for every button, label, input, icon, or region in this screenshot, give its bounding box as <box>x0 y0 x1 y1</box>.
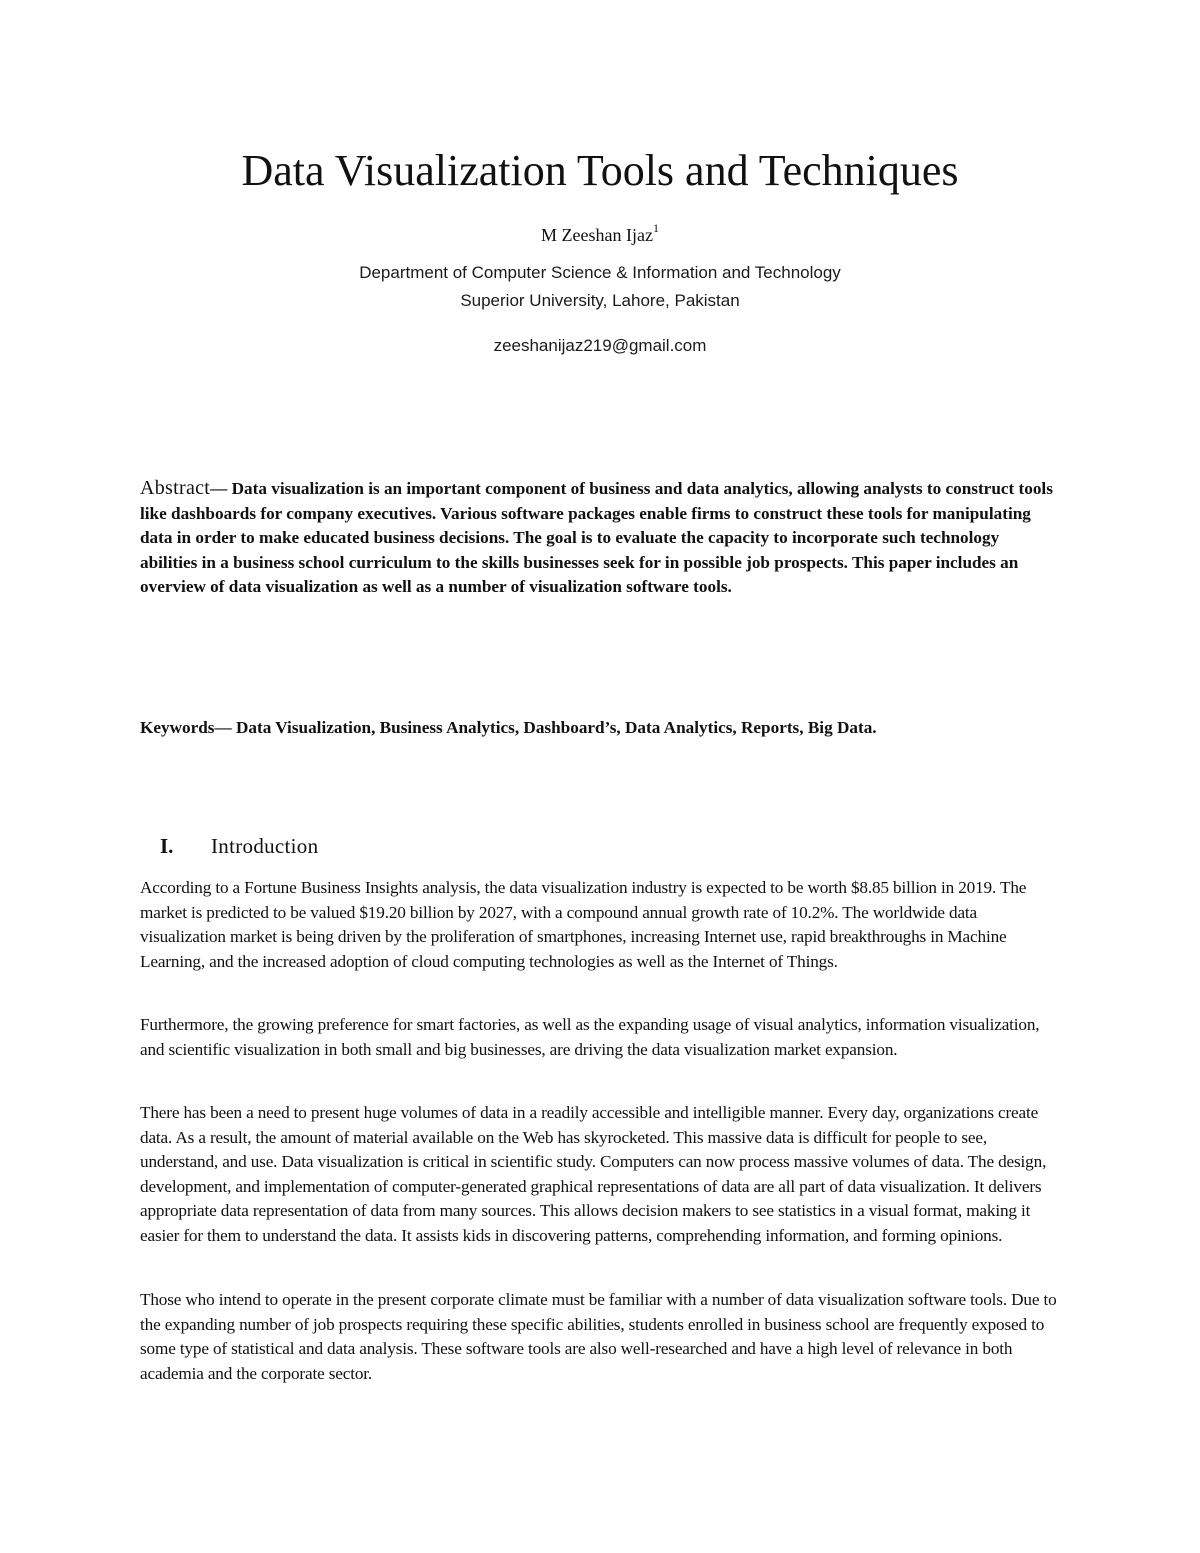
abstract-label: Abstract <box>140 477 211 499</box>
abstract <box>140 476 1060 600</box>
author-line <box>0 218 1200 247</box>
author-affiliation-marker: 1 <box>652 221 659 235</box>
section-number: I. <box>160 834 174 858</box>
abstract-text: Data visualization is an important component of business and data analytics, allowing analysts to construct tools like dashboards for company executives. Various software packages enable firms to construct these tools for manipulating data in order to make educated business decisions. The goal is to evaluate the capacity to incorporate such technology abilities in a business school curriculum to the skills businesses seek for in possible job prospects. This paper includes an overview of data visualization as well as a number of visualization software tools. <box>140 479 1053 597</box>
body-paragraph: Furthermore, the growing preference for smart factories, as well as the expanding usage of visual analytics, information visualization, and scientific visualization in both small and big businesses, are driving the data visualization market expansion. <box>140 1015 1040 1059</box>
section-title: Introduction <box>211 834 319 858</box>
body-paragraph: According to a Fortune Business Insights analysis, the data visualization industry is expected to be worth $8.85 billion in 2019. The market is predicted to be valued $19.20 billion by 2027, with a compound annual growth rate of 10.2%. The worldwide data visualization market is being driven by the proliferation of smartphones, increasing Internet use, rapid breakthroughs in Machine Learning, and the increased adoption of cloud computing technologies as well as the Internet of Things. <box>140 878 1027 971</box>
keywords-text: Data Visualization, Business Analytics, Dashboard’s, Data Analytics, Reports, Big Data. <box>235 718 877 737</box>
affiliation-department: Department of Computer Science & Information and Technology <box>359 263 841 282</box>
keywords-label: Keywords— <box>140 718 236 737</box>
author-name: M Zeeshan Ijaz <box>541 225 653 245</box>
section-heading-introduction <box>160 832 318 860</box>
affiliation-university: Superior University, Lahore, Pakistan <box>460 291 740 310</box>
author-email: zeeshanijaz219@gmail.com <box>493 336 707 355</box>
keywords <box>140 716 1060 740</box>
body-paragraph: There has been a need to present huge volumes of data in a readily accessible and intelligible manner. Every day, organizations create data. As a result, the amount of material available on the Web has skyrocketed. This massive data is difficult for people to see, understand, and use. Data visualization is critical in scientific study. Computers can now process massive volumes of data. The design, development, and implementation of computer-generated graphical representations of data are all part of data visualization. It delivers appropriate data representation of data from many sources. This allows decision makers to see statistics in a visual format, making it easier for them to understand the data. It assists kids in discovering patterns, comprehending information, and forming opinions. <box>140 1103 1047 1245</box>
body-paragraph: Those who intend to operate in the present corporate climate must be familiar with a number of data visualization software tools. Due to the expanding number of job prospects requiring these specific abilities, students enrolled in business school are frequently exposed to some type of statistical and data analysis. These software tools are also well-researched and have a high level of relevance in both academia and the corporate sector. <box>140 1290 1057 1383</box>
paper-title: Data Visualization Tools and Techniques <box>241 146 959 195</box>
abstract-separator: — <box>210 479 232 498</box>
